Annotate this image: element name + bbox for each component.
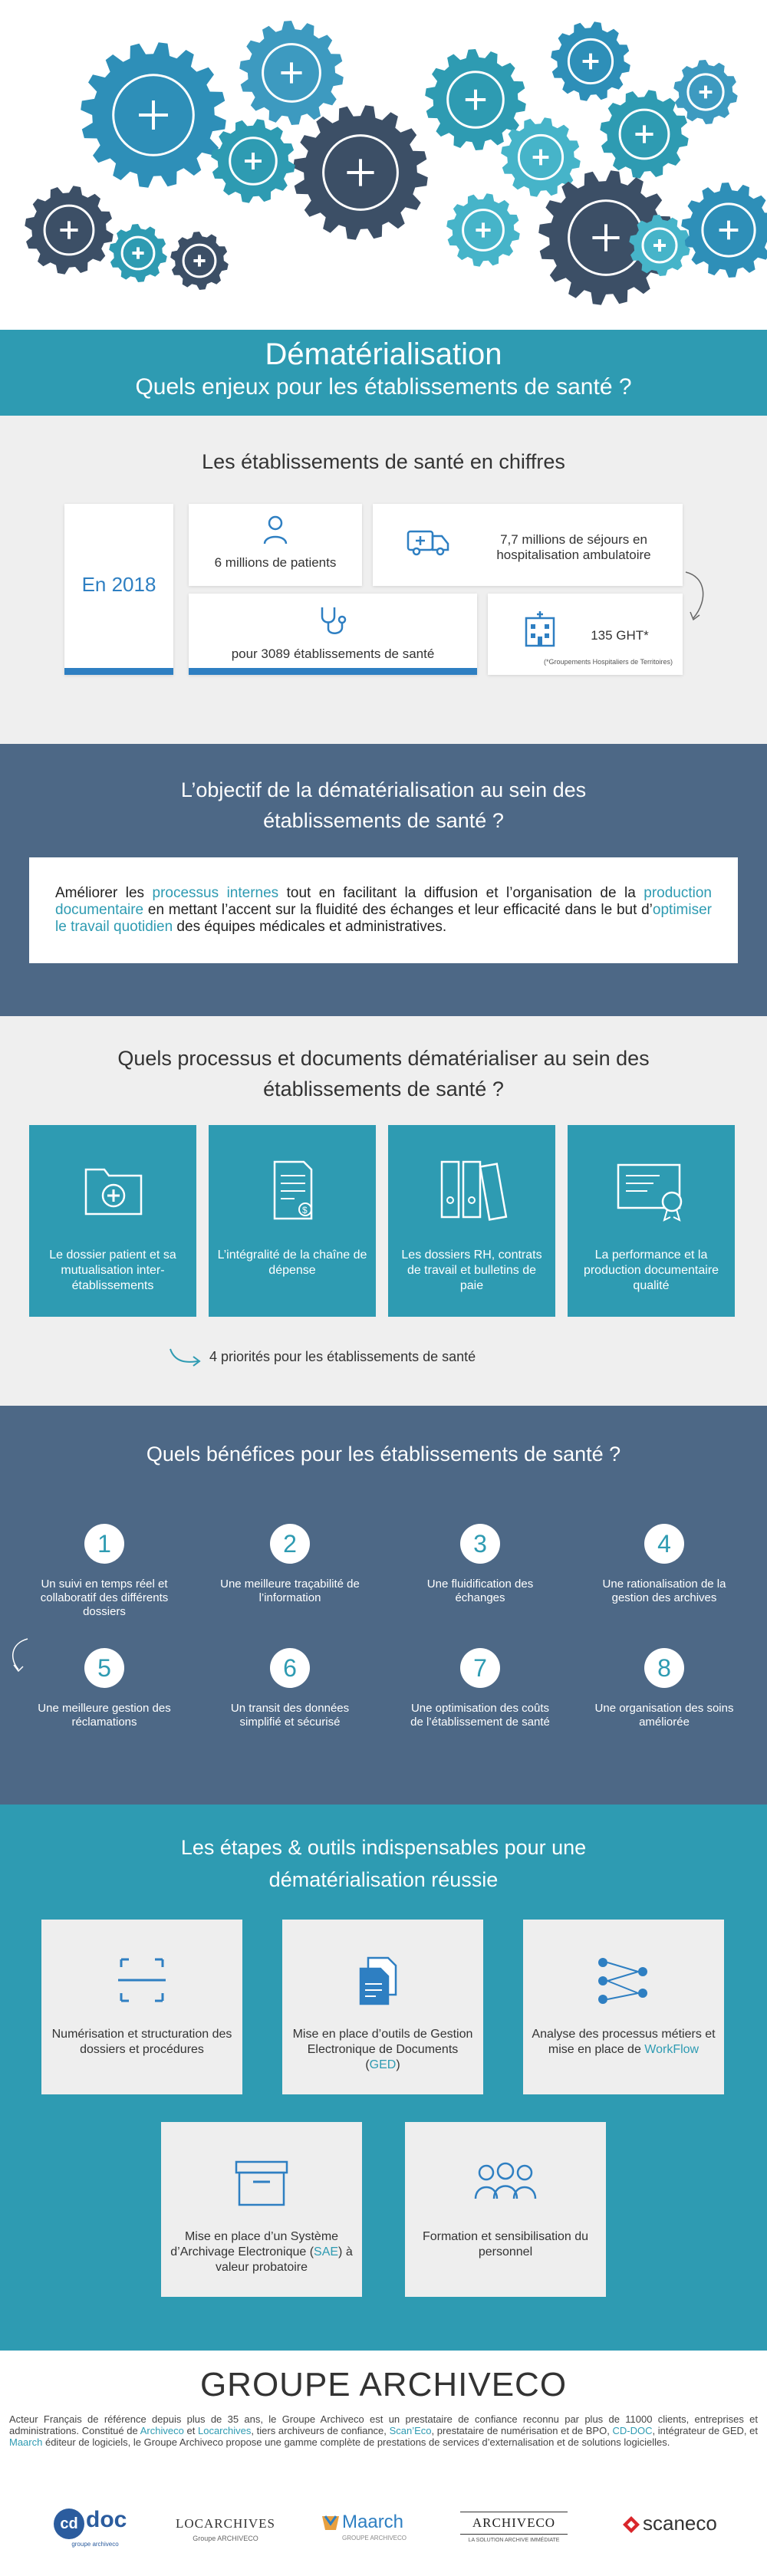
objective-section (0, 744, 767, 1016)
benefit-item (403, 1648, 557, 1729)
step-label: Formation et sensibilisation du personnel (422, 2230, 589, 2259)
steps-heading (0, 1831, 767, 1896)
sejours-stat-line1: 7,7 millions de séjours en (500, 532, 647, 547)
gears-icon (0, 0, 767, 330)
step-text: Mise en place d’outils de Gestion Electronique de Documents ( (292, 2028, 473, 2071)
benefit-number: 4 (644, 1524, 684, 1564)
process-label: La performance et la production documentaire qualité (583, 1249, 719, 1292)
processes-heading-line2: établissements de santé ? (263, 1077, 504, 1100)
objective-heading-line2: établissements de santé ? (263, 809, 504, 832)
benefit-item (28, 1648, 181, 1729)
step-text: ) (396, 2058, 400, 2071)
curved-arrow-icon (683, 569, 713, 630)
team-icon (405, 2156, 606, 2209)
archiveco-logo-sub: LA SOLUTION ARCHIVE IMMÉDIATE (468, 2538, 560, 2543)
objective-highlight: processus internes (152, 885, 279, 901)
step-label (169, 2229, 354, 2275)
maarch-logo (314, 2504, 422, 2558)
ght-stat: 135 GHT* (591, 628, 649, 643)
invoice-icon (209, 1154, 376, 1223)
svg-text:$: $ (302, 1205, 308, 1216)
sejours-stat-line2: hospitalisation ambulatoire (496, 548, 651, 562)
benefits-section (0, 1406, 767, 1805)
benefit-number: 3 (460, 1524, 500, 1564)
maarch-logo-icon (321, 2513, 341, 2533)
documents-icon (282, 1953, 483, 2007)
step-card (523, 1920, 724, 2094)
objective-heading (0, 775, 767, 836)
step-label: Numérisation et structuration des dossiers et procédures (51, 2028, 232, 2056)
cddoc-logo-cd: cd (54, 2509, 84, 2539)
step-highlight: GED (369, 2058, 397, 2071)
curved-arrow-icon (8, 1636, 31, 1674)
scaneco-logo-icon (621, 2515, 641, 2535)
stats-heading: Les établissements de santé en chiffres (202, 450, 565, 473)
locarchives-logo-text: LOCARCHIVES (175, 2516, 275, 2531)
stethoscope-icon (318, 604, 348, 638)
step-card (41, 1920, 242, 2094)
hero-gears-illustration (0, 0, 767, 330)
benefit-item (213, 1648, 367, 1729)
processes-heading-line1: Quels processus et documents dématérialiser au sein des (117, 1047, 650, 1070)
binders-icon (388, 1154, 555, 1223)
footer-title: GROUPE ARCHIVECO (199, 2366, 568, 2403)
archive-box-icon (161, 2156, 362, 2209)
title-band (0, 330, 767, 416)
footer-highlight: Scan’Eco (389, 2425, 432, 2436)
maarch-logo-sub: GROUPE ARCHIVECO (342, 2535, 407, 2541)
locarchives-logo-sub: Groupe ARCHIVECO (193, 2535, 258, 2542)
footer-text: et (183, 2425, 198, 2436)
sejours-card (373, 504, 683, 586)
etablissements-card (189, 594, 477, 675)
objective-text-part: des équipes médicales et administratives. (173, 919, 447, 935)
locarchives-logo (170, 2504, 281, 2558)
step-highlight: WorkFlow (644, 2043, 700, 2056)
year-card (64, 504, 173, 675)
step-text: Analyse des processus métiers et mise en place de (532, 2028, 716, 2056)
process-label: Le dossier patient et sa mutualisation inter-établissements (49, 1249, 176, 1292)
benefit-label: Une meilleure gestion des réclamations (38, 1702, 171, 1729)
steps-heading-line2: dématérialisation réussie (268, 1868, 499, 1891)
objective-heading-line1: L’objectif de la dématérialisation au sein des (180, 778, 587, 801)
step-label (290, 2027, 476, 2073)
benefit-number: 5 (84, 1648, 124, 1688)
process-card (568, 1125, 735, 1317)
footer-highlight: Archiveco (140, 2425, 184, 2436)
footer-description (9, 2413, 758, 2448)
benefit-label: Une meilleure traçabilité de l’information (220, 1578, 360, 1604)
process-card (388, 1125, 555, 1317)
maarch-logo-text: Maarch (342, 2512, 404, 2532)
footer-text: , intégrateur de GED, et (652, 2425, 759, 2436)
scaneco-logo-text: scaneco (643, 2512, 717, 2535)
step-card (282, 1920, 483, 2094)
benefit-number: 6 (270, 1648, 310, 1688)
process-card (209, 1125, 376, 1317)
benefits-heading: Quels bénéfices pour les établissements de santé ? (146, 1443, 621, 1466)
patients-card (189, 504, 362, 586)
process-label: L’intégralité de la chaîne de dépense (217, 1249, 367, 1277)
patient-icon (262, 515, 288, 545)
benefit-label: Une organisation des soins améliorée (594, 1702, 734, 1729)
benefit-item (588, 1648, 741, 1729)
footer-highlight: CD-DOC (612, 2425, 653, 2436)
arrow-right-icon (167, 1346, 204, 1369)
objective-text-part: en mettant l’accent sur la fluidité des échanges et leur efficacité dans le but d’ (143, 902, 653, 918)
patients-stat: 6 millions de patients (214, 555, 337, 570)
steps-heading-line1: Les étapes & outils indispensables pour une (180, 1836, 587, 1859)
certificate-icon (568, 1154, 735, 1223)
benefit-item (213, 1524, 367, 1605)
cddoc-logo (49, 2504, 141, 2558)
step-highlight: SAE (314, 2245, 339, 2259)
process-card (29, 1125, 196, 1317)
step-card (161, 2122, 362, 2297)
page-subtitle: Quels enjeux pour les établissements de santé ? (135, 374, 632, 400)
benefit-item (588, 1524, 741, 1605)
objective-text-part: Améliorer les (55, 885, 153, 901)
scaneco-logo (614, 2504, 721, 2558)
scan-icon (41, 1953, 242, 2007)
process-label: Les dossiers RH, contrats de travail et bulletins de paie (401, 1249, 542, 1292)
step-card (405, 2122, 606, 2297)
step-text: ) à valeur probatoire (215, 2245, 353, 2274)
year-label: En 2018 (81, 573, 156, 596)
archiveco-logo-text: ARCHIVECO (460, 2512, 568, 2535)
footer-highlight: Maarch (9, 2436, 43, 2448)
ght-card (488, 594, 683, 675)
ambulance-icon (407, 527, 449, 558)
etablissements-stat: pour 3089 établissements de santé (231, 646, 435, 661)
benefit-item (403, 1524, 557, 1605)
objective-highlight: production documentaire (55, 885, 712, 918)
objective-highlight: optimiser le travail quotidien (55, 902, 712, 935)
card-accent-bar (189, 668, 477, 675)
benefit-label: Une optimisation des coûts de l’établissement de santé (410, 1702, 550, 1729)
processes-section (0, 1016, 767, 1406)
steps-section (0, 1805, 767, 2351)
footer-text: Acteur Français de référence depuis plus de 35 ans, le Groupe Archiveco est un prestataire de confiance reconnu par plus de 11000 clients, entreprises et administrations. Constitué de (9, 2413, 758, 2436)
benefit-number: 8 (644, 1648, 684, 1688)
benefit-label: Un transit des données simplifié et sécurisé (230, 1702, 350, 1729)
stats-section (0, 416, 767, 744)
archiveco-logo (460, 2504, 568, 2558)
benefit-number: 2 (270, 1524, 310, 1564)
hospital-icon (523, 610, 557, 647)
objective-text-box (29, 857, 738, 963)
footer-highlight: Locarchives (197, 2425, 252, 2436)
footer-text: , tiers archiveurs de confiance, (251, 2425, 390, 2436)
workflow-icon (523, 1953, 724, 2007)
objective-text-part: tout en facilitant la diffusion et l’organisation de la (278, 885, 644, 901)
page-title: Dématérialisation (265, 337, 502, 371)
benefit-number: 7 (460, 1648, 500, 1688)
card-accent-bar (64, 668, 173, 675)
step-text: Mise en place d’un Système d’Archivage Electronique ( (170, 2230, 339, 2259)
benefit-label: Un suivi en temps réel et collaboratif des différents dossiers (40, 1578, 169, 1618)
cddoc-logo-doc: doc (86, 2507, 127, 2532)
footer-text: éditeur de logiciels, le Groupe Archiveco propose une gamme complète de prestations de services d’externalisation et de solutions logicielles. (42, 2436, 670, 2448)
step-label (531, 2027, 716, 2058)
priorities-text: 4 priorités pour les établissements de santé (209, 1349, 476, 1364)
cddoc-logo-sub: groupe archiveco (71, 2541, 119, 2548)
footer (0, 2351, 767, 2576)
footer-text: , prestataire de numérisation et de BPO, (431, 2425, 613, 2436)
ght-footnote: (*Groupements Hospitaliers de Territoires) (544, 658, 673, 666)
processes-heading (0, 1043, 767, 1104)
benefit-label: Une fluidification des échanges (426, 1578, 534, 1604)
benefit-label: Une rationalisation de la gestion des archives (602, 1578, 726, 1604)
benefit-item (28, 1524, 181, 1619)
benefit-number: 1 (84, 1524, 124, 1564)
medical-folder-icon (29, 1154, 196, 1223)
priorities-note (167, 1343, 627, 1374)
